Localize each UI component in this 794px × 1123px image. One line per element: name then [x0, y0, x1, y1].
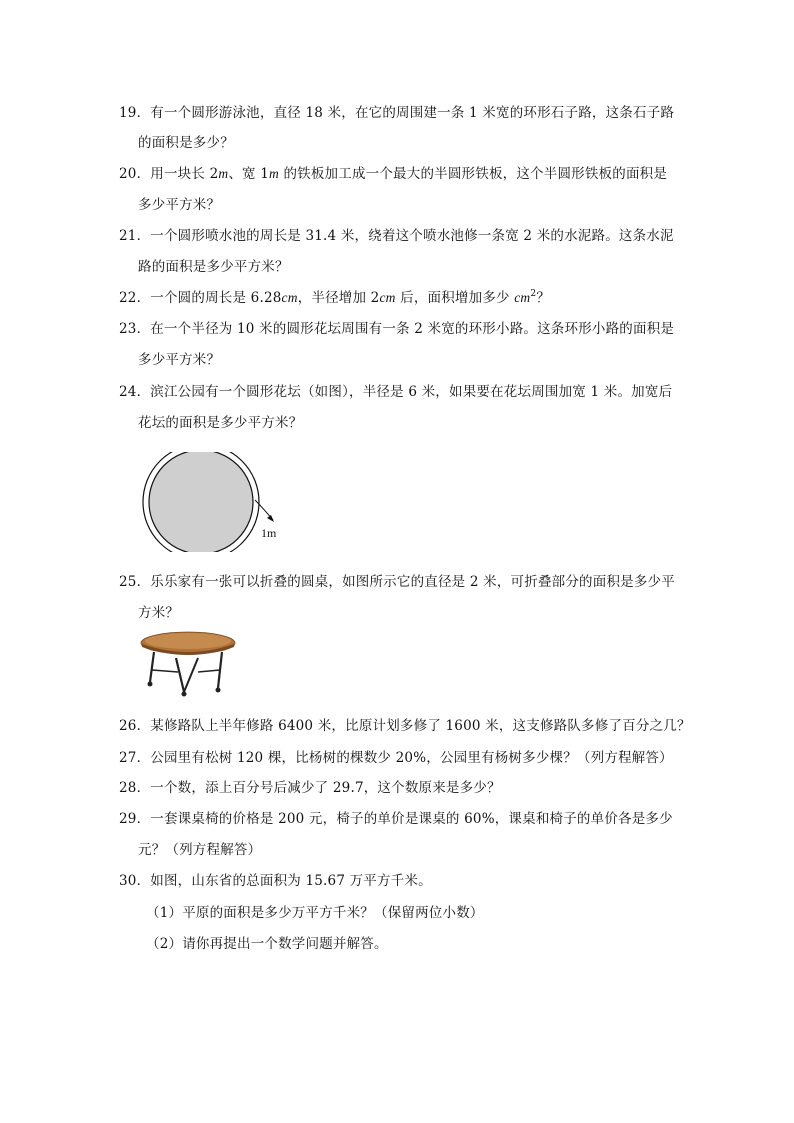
table-caster-front: [182, 692, 187, 697]
question-23-continued: 多少平方米？: [138, 352, 221, 368]
question-20: 20．用一块长 2m、宽 1m 的铁板加工成一个最大的半圆形铁板，这个半圆形铁板的面积是: [119, 166, 668, 182]
question-23: 23．在一个半径为 10 米的圆形花坛周围有一条 2 米宽的环形小路。这条环形小路的面积是: [119, 321, 675, 337]
table-leg-left: [150, 652, 154, 682]
table-caster-left: [148, 682, 153, 687]
ring-width-label: 1m: [261, 526, 277, 540]
question-26: 26．某修路队上半年修路 6400 米，比原计划多修了 1600 米，这支修路队多修了百分之几？: [119, 718, 691, 734]
question-25-continued: 方米？: [138, 605, 180, 621]
question-29: 29．一套课桌椅的价格是 200 元，椅子的单价是课桌的 60%，课桌和椅子的单价各是多少: [119, 811, 673, 827]
question-21-continued: 路的面积是多少平方米？: [138, 259, 289, 275]
question-29-continued: 元？（列方程解答）: [138, 842, 262, 858]
question-20-continued: 多少平方米？: [138, 197, 221, 213]
question-27: 27．公园里有松树 120 棵，比杨树的棵数少 20%，公园里有杨树多少棵？（列方程解答）: [119, 750, 673, 766]
question-30: 30．如图，山东省的总面积为 15.67 万平方千米。: [119, 873, 432, 889]
question-28: 28．一个数，添上百分号后减少了 29.7，这个数原来是多少？: [119, 780, 501, 796]
question-25: 25．乐乐家有一张可以折叠的圆桌，如图所示它的直径是 2 米，可折叠部分的面积是多少平: [119, 574, 675, 590]
question-24: 24．滨江公园有一个圆形花坛（如图），半径是 6 米，如果要在花坛周围加宽 1 米。加宽后: [119, 384, 673, 400]
table-leg-front: [176, 658, 184, 692]
inner-flower-bed-circle: [149, 452, 253, 552]
table-leg-brace-right: [198, 670, 220, 672]
table-leg-cross: [184, 658, 198, 692]
question-19-continued: 的面积是多少？: [138, 135, 234, 151]
question-21: 21．一个圆形喷水池的周长是 31.4 米，绕着这个喷水池修一条宽 2 米的水泥路。这条水泥: [119, 228, 674, 244]
tabletop-highlight: [145, 633, 231, 649]
question-30-part-1: （1）平原的面积是多少万平方千米？（保留两位小数）: [146, 905, 484, 921]
question-30-part-2: （2）请你再提出一个数学问题并解答。: [146, 936, 388, 952]
question-24-continued: 花坛的面积是多少平方米？: [138, 415, 303, 431]
table-leg-brace: [152, 670, 178, 672]
flower-bed-diagram: [136, 452, 296, 552]
table-caster-right: [216, 688, 221, 693]
question-22: 22．一个圆的周长是 6.28cm，半径增加 2cm 后，面积增加多少 $cm^2$？: [119, 289, 551, 306]
folding-table-photo: [140, 626, 236, 698]
question-19: 19．有一个圆形游泳池，直径 18 米，在它的周围建一条 1 米宽的环形石子路，这条石子路: [119, 105, 675, 121]
dimension-arrowhead: [267, 515, 274, 522]
